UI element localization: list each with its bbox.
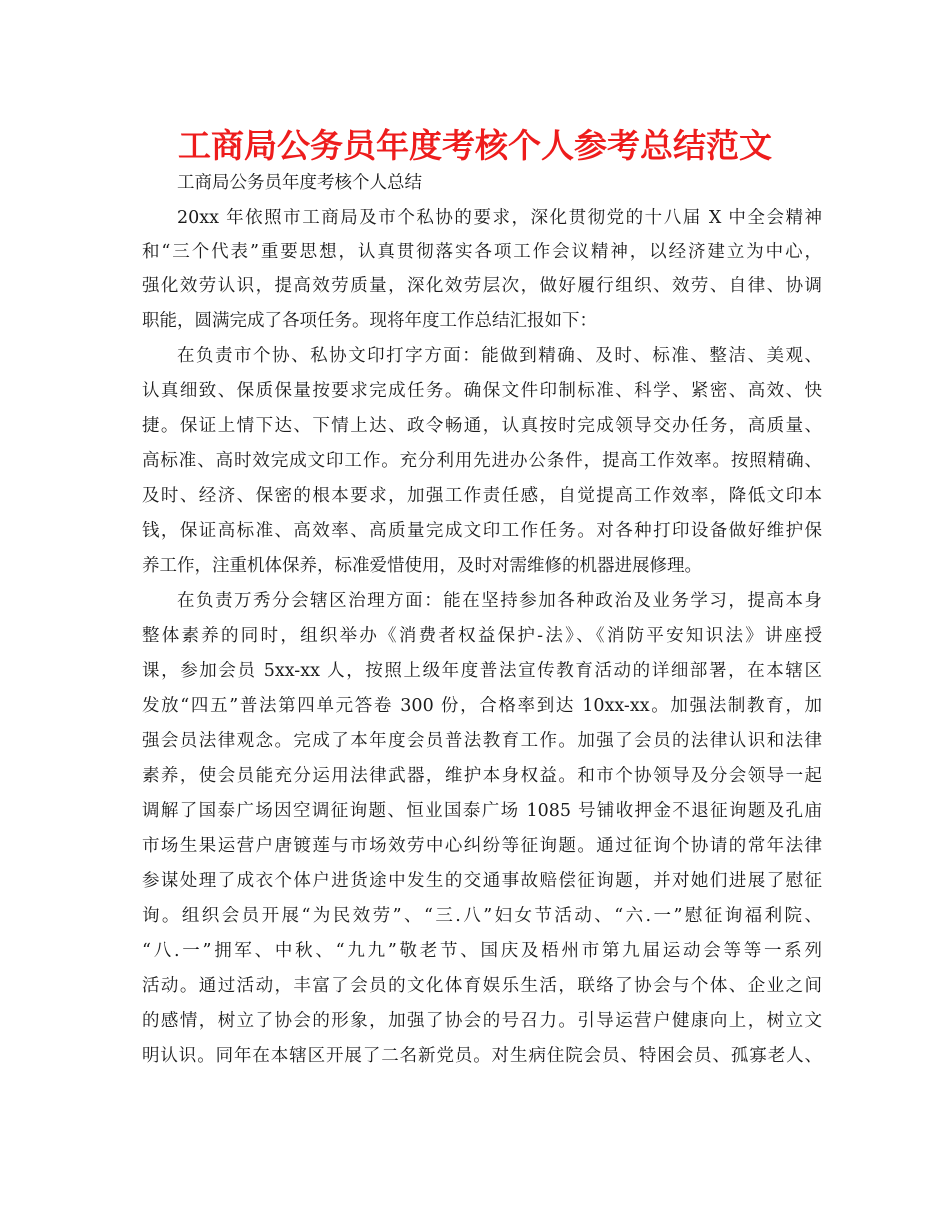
text-line: 强会员法律观念。完成了本年度会员普法教育工作。加强了会员的法律认识和法律 [142, 731, 822, 751]
text-line: 强化效劳认识，提高效劳质量，深化效劳层次，做好履行组织、效劳、自律、协调 [142, 276, 822, 296]
text-line: 的感情，树立了协会的形象，加强了协会的号召力。引导运营户健康向上，树立文 [142, 1011, 822, 1031]
text-line: 养工作，注重机体保养，标准爱惜使用，及时对需维修的机器进展修理。 [142, 556, 702, 576]
text-line: 整体素养的同时，组织举办《消费者权益保护-法》、《消防平安知识法》讲座授 [142, 626, 822, 646]
text-line: 市场生果运营户唐镀莲与市场效劳中心纠纷等征询题。通过征询个协请的常年法律 [142, 836, 822, 856]
text-line: “八.一”拥军、中秋、“九九”敬老节、国庆及梧州市第九届运动会等等一系列 [142, 941, 822, 961]
text-line: 认真细致、保质保量按要求完成任务。确保文件印制标准、科学、紧密、高效、快 [142, 381, 822, 401]
text-line: 参谋处理了成衣个体户进货途中发生的交通事故赔偿征询题，并对她们进展了慰征 [142, 871, 822, 891]
text-line: 高标准、高时效完成文印工作。充分利用先进办公条件，提高工作效率。按照精确、 [142, 451, 822, 471]
text-line: 活动。通过活动，丰富了会员的文化体育娱乐生活，联络了协会与个体、企业之间 [142, 976, 822, 996]
text-line: 及时、经济、保密的根本要求，加强工作责任感，自觉提高工作效率，降低文印本 [142, 486, 822, 506]
text-line: 钱，保证高标准、高效率、高质量完成文印工作任务。对各种打印设备做好维护保 [142, 521, 822, 541]
text-line: 和“三个代表”重要思想，认真贯彻落实各项工作会议精神，以经济建立为中心， [142, 242, 822, 262]
text-line: 20xx 年依照市工商局及市个私协的要求，深化贯彻党的十八届 X 中全会精神 [177, 208, 822, 228]
text-line: 在负责万秀分会辖区治理方面：能在坚持参加各种政治及业务学习，提高本身 [177, 591, 822, 611]
text-line: 捷。保证上情下达、下情上达、政令畅通，认真按时完成领导交办任务，高质量、 [142, 416, 822, 436]
text-line: 课，参加会员 5xx-xx 人，按照上级年度普法宣传教育活动的详细部署，在本辖区 [142, 661, 822, 681]
text-line: 职能，圆满完成了各项任务。现将年度工作总结汇报如下： [142, 311, 597, 331]
text-line: 在负责市个协、私协文印打字方面：能做到精确、及时、标准、整洁、美观、 [177, 346, 822, 366]
text-line: 明认识。同年在本辖区开展了二名新党员。对生病住院会员、特困会员、孤寡老人、 [142, 1046, 822, 1066]
text-line: 发放“四五”普法第四单元答卷 300 份，合格率到达 10xx-xx。加强法制教育，加 [142, 696, 822, 716]
document-title: 工商局公务员年度考核个人参考总结范文 [178, 126, 772, 165]
text-line: 调解了国泰广场因空调征询题、恒业国泰广场 1085 号铺收押金不退征询题及孔庙 [142, 801, 822, 821]
subtitle-line: 工商局公务员年度考核个人总结 [177, 173, 422, 193]
text-line: 询。组织会员开展“为民效劳”、“三.八”妇女节活动、“六.一”慰征询福利院、 [142, 906, 822, 926]
text-line: 素养，使会员能充分运用法律武器，维护本身权益。和市个协领导及分会领导一起 [142, 766, 822, 786]
